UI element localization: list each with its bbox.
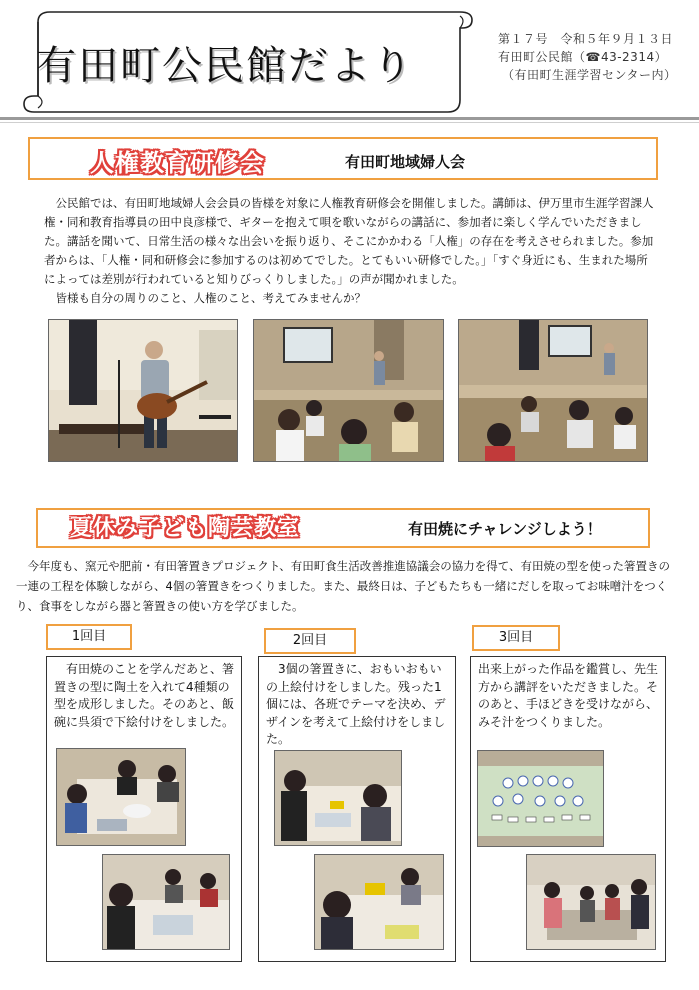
session-2-photo-b (314, 854, 444, 950)
session-1-photo-a (56, 748, 186, 846)
session-2-photo-a (274, 750, 402, 846)
lecture-audience-photo-2 (458, 319, 648, 462)
session-1-label: 1回目 (46, 624, 132, 650)
session-2-text: 3個の箸置きに、おもいおもいの上絵付けをしました。残った1個には、各班でテーマを決め、デザインを考えて上絵付けをしました。 (266, 662, 446, 746)
section1-subtitle: 有田町地域婦人会 (345, 153, 466, 171)
section2-paragraph: 今年度も、窯元や肥前・有田箸置きプロジェクト、有田町食生活改善推進協議会の協力を得て、有田焼の型を使った箸置きの一連の工程を体験しながら、4個の箸置きをつくりました。また、最終日は、子どもたちも一緒にだしを取ってお味噌汁をつくり、食事をしながら器と箸置きの使い方を学びました。 (16, 559, 670, 613)
section1-paragraph: 公民館では、有田町地域婦人会会員の皆様を対象に人権教育研修会を開催しました。講師は、伊万里市生涯学習課人権・同和教育指導員の田中良彦様で、ギターを抱えて唄を歌いながらの講話に、参加者に楽しく学んでいただきました。講話を聞いて、日常生活の様々な出会いを振り返り、そこにかかわる「人権」の存在を考えさせられました。参加者からは、「人権・同和研修会に参加するのは初めてでした。とてもいい研修でした。」「すぐ身近にも、生まれた場所によっては差別が行われていると知りびっくりしました。」の声が聞かれました。 (44, 196, 654, 286)
section2-body (16, 556, 680, 616)
office-location: （有田町生涯学習センター内） (502, 68, 677, 82)
lecture-guitar-photo (48, 319, 238, 462)
section1-paragraph-closing: 皆様も自分の周りのこと、人権のこと、考えてみませんか？ (44, 291, 366, 305)
session-1-text: 有田焼のことを学んだあと、箸置きの型に陶土を入れて4種類の型を成形しました。そのあと、飯碗に呉須で下絵付けをしました。 (54, 662, 235, 729)
section2-subtitle: 有田焼にチャレンジしよう！ (408, 520, 602, 538)
session-3-photo-b (526, 854, 656, 950)
session-2-label: 2回目 (264, 628, 356, 654)
office-contact: 有田町公民館（☎43-2314） (498, 50, 668, 64)
section1-body (44, 194, 658, 308)
section1-title: 人権教育研修会 (90, 149, 265, 177)
issue-number-date: 第１７号 令和５年９月１３日 (498, 32, 674, 46)
session-3-label: 3回目 (472, 625, 560, 651)
newsletter-title: 有田町公民館だより (36, 43, 414, 89)
session-3-text: 出来上がった作品を鑑賞し、先生方から講評をいただきました。そのあと、手ほどきを受けながら、みそ汁をつくりました。 (478, 662, 659, 729)
header-divider (0, 117, 699, 120)
session-1-photo-b (102, 854, 230, 950)
section2-title: 夏休み子ども陶芸教室 (70, 516, 301, 541)
session-3-photo-a (477, 750, 604, 847)
lecture-audience-photo-1 (253, 319, 444, 462)
header-divider-thin (0, 122, 699, 123)
